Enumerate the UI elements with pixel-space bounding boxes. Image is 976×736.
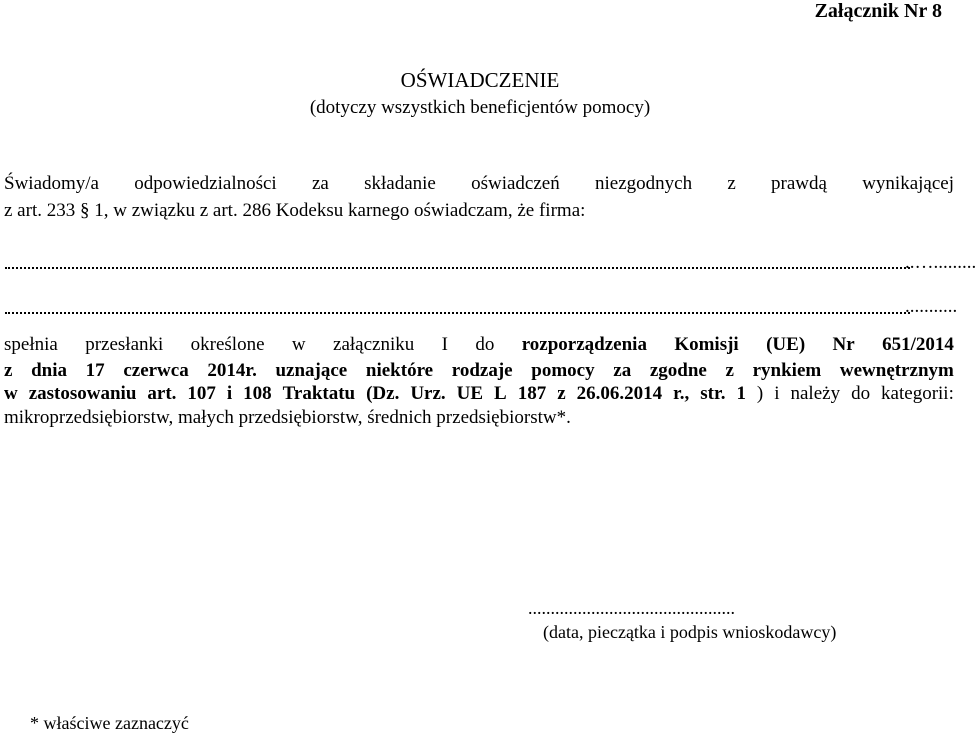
statement-word: Urz. xyxy=(410,383,446,404)
statement-word: rynkiem xyxy=(752,360,822,381)
statement-word: Traktatu xyxy=(282,383,356,404)
statement-word: zastosowaniu xyxy=(28,383,137,404)
signature-fill-line: .............................................. xyxy=(528,598,735,618)
statement-word: w xyxy=(4,383,18,404)
statement-word: z xyxy=(4,360,13,381)
signature-caption: (data, pieczątka i podpis wnioskodawcy) xyxy=(543,622,837,642)
statement-segment: mikroprzedsiębiorstw, małych przedsiębiorstw, średnich przedsiębiorstw*. xyxy=(4,407,571,428)
statement-word: 107 xyxy=(187,383,216,404)
statement-word: Nr xyxy=(832,334,855,355)
statement-word: 2014r. xyxy=(207,360,257,381)
statement-word: określone xyxy=(190,334,265,355)
document-title: OŚWIADCZENIE xyxy=(400,68,560,92)
statement-word: do xyxy=(475,334,495,355)
footnote: * właściwe zaznaczyć xyxy=(30,713,189,733)
statement-word: pomocy xyxy=(531,360,595,381)
statement-word: spełnia xyxy=(4,334,58,355)
statement-word: i xyxy=(774,383,780,404)
intro-word: za xyxy=(311,173,329,194)
statement-word: UE xyxy=(456,383,484,404)
statement-word: rozporządzenia xyxy=(521,334,647,355)
statement-word: I xyxy=(441,334,448,355)
company-address-fill-tail: ........... xyxy=(905,296,958,317)
statement-word: w xyxy=(291,334,306,355)
statement-word: należy xyxy=(790,383,841,404)
statement-word: kategorii: xyxy=(881,383,954,404)
company-name-fill-line xyxy=(5,267,910,269)
statement-word: 108 xyxy=(243,383,272,404)
statement-word: art. xyxy=(147,383,177,404)
statement-word: 26.06.2014 xyxy=(576,383,663,404)
statement-word: niektóre xyxy=(365,360,434,381)
statement-word: przesłanki xyxy=(85,334,164,355)
statement-word: dnia xyxy=(31,360,68,381)
statement-word: z xyxy=(557,383,566,404)
statement-line-4 xyxy=(4,407,571,429)
statement-word: 187 xyxy=(517,383,547,404)
statement-word: za xyxy=(613,360,632,381)
document-subtitle: (dotyczy wszystkich beneficjentów pomocy) xyxy=(309,97,651,118)
statement-word: Komisji xyxy=(674,334,739,355)
statement-line-1 xyxy=(4,334,954,356)
intro-word: niezgodnych xyxy=(595,173,693,194)
statement-word: zgodne xyxy=(649,360,707,381)
statement-line-3 xyxy=(4,383,954,405)
statement-word: 17 xyxy=(85,360,105,381)
intro-word: prawdą xyxy=(771,173,827,194)
statement-word: (Dz. xyxy=(366,383,400,404)
statement-word: (UE) xyxy=(766,334,806,355)
statement-word: 1 xyxy=(736,383,746,404)
attachment-label: Załącznik Nr 8 xyxy=(814,0,942,22)
statement-word: r., xyxy=(673,383,690,404)
statement-word: do xyxy=(851,383,871,404)
statement-word: ) xyxy=(756,383,764,404)
statement-word: wewnętrznym xyxy=(839,360,954,381)
statement-word: 651/2014 xyxy=(882,334,954,355)
statement-word: z xyxy=(725,360,734,381)
statement-word: str. xyxy=(700,383,726,404)
intro-word: oświadczeń xyxy=(471,173,560,194)
intro-word: składanie xyxy=(364,173,436,194)
intro-word: wynikającej xyxy=(862,173,954,194)
statement-line-2 xyxy=(4,360,954,382)
intro-word: Świadomy/a xyxy=(4,173,99,194)
intro-line-2: z art. 233 § 1, w związku z art. 286 Kodeksu karnego oświadczam, że firma: xyxy=(4,200,586,221)
statement-word: czerwca xyxy=(123,360,189,381)
statement-word: rodzaje xyxy=(451,360,513,381)
intro-line-1 xyxy=(4,173,954,195)
statement-word: i xyxy=(226,383,233,404)
statement-word: uznające xyxy=(275,360,348,381)
intro-word: odpowiedzialności xyxy=(134,173,277,194)
company-name-fill-tail: ..…......... xyxy=(905,252,976,273)
statement-word: L xyxy=(494,383,507,404)
company-address-fill-line xyxy=(5,312,910,314)
statement-word: załączniku xyxy=(333,334,415,355)
intro-word: z xyxy=(727,173,736,194)
